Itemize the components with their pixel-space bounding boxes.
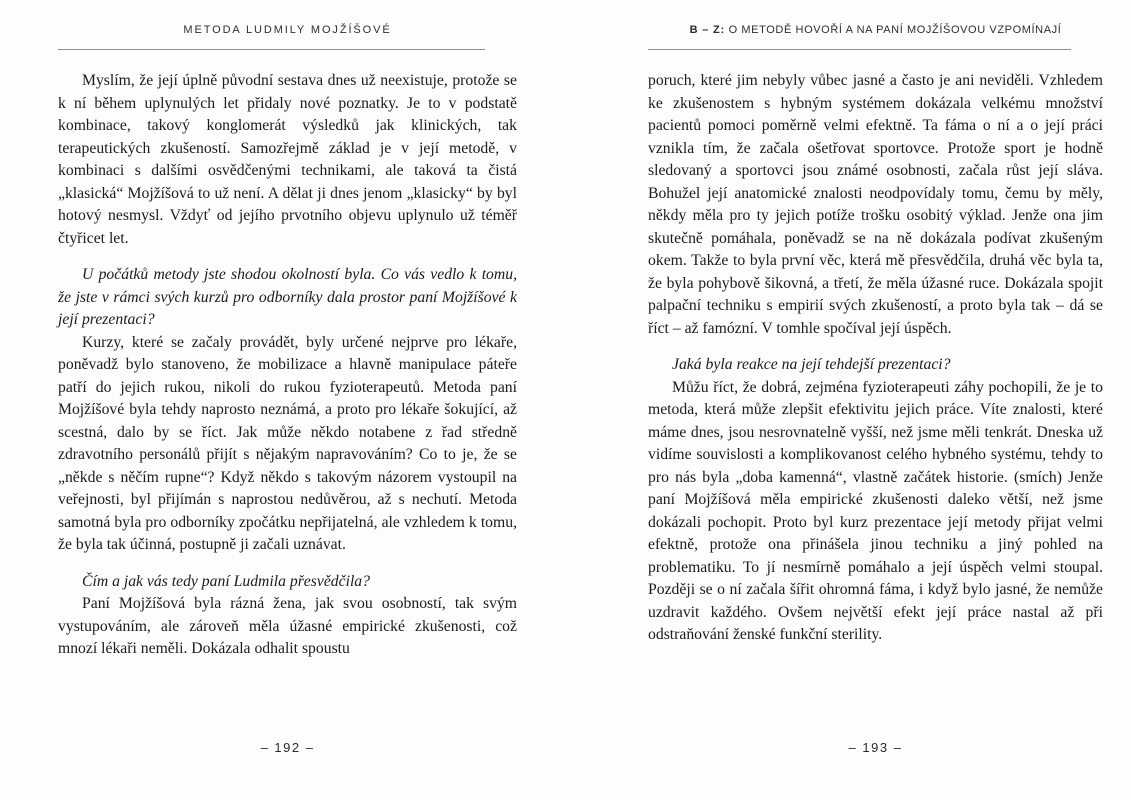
header-rule-right bbox=[648, 49, 1071, 50]
interview-answer: Paní Mojžíšová byla rázná žena, jak svou osobností, tak svým vystupováním, ale zároveň měla úžasné empirické zkušenosti, což mnozí lékaři neměli. Dokázala odhalit spoustu bbox=[58, 595, 517, 657]
interview-question: Čím a jak vás tedy paní Ludmila přesvědčila? bbox=[82, 572, 370, 590]
page-body-right bbox=[648, 70, 1103, 647]
header-rule-left bbox=[58, 49, 485, 50]
running-header-chapter-range: B – Z: bbox=[689, 24, 725, 36]
interview-answer: Myslím, že její úplně původní sestava dnes už neexistuje, protože se k ní během uplynulých let přidaly nové poznatky. Je to v podstatě kombinace, takový konglomerát výsledků jak klinických, tak terapeutických zkušeností. Samozřejmě základ je v její metodě, v kombinaci s dalšími osvědčenými technikami, ale taková ta čistá „klasická“ Mojžíšová to už není. A dělat ji dnes jenom „klasicky“ by byl hotový nesmysl. Vždyť od jejího prvotního objevu uplynulo už téměř čtyřicet let. bbox=[58, 72, 517, 247]
running-header-left: METODA LUDMILY MOJŽÍŠOVÉ bbox=[183, 24, 392, 36]
interview-question: Jaká byla reakce na její tehdejší prezentaci? bbox=[672, 356, 951, 373]
interview-answer: Kurzy, které se začaly provádět, byly určené nejprve pro lékaře, poněvadž bylo stanoveno, že mobilizace a hlavně manipulace páteře patří do jejich rukou, nikoli do rukou fyzioterapeutů. Metoda paní Mojžíšové byla tehdy naprosto neznámá, a proto pro lékaře šokující, až scestná, dalo by se říct. Jak může někdo notabene z řad středně zdravotního personálů přijít s nějakým napravováním? Co to je, že se „někde s něčím rupne“? Když někdo s takovým názorem vystoupil na veřejnosti, byl přijímán s naprostou nedůvěrou, až s nechutí. Metoda samotná byla pro odborníky zpočátku nepřijatelná, ale vzhledem k tomu, že byla tak účinná, postupně ji začali uznávat. bbox=[58, 333, 517, 553]
page-body-left bbox=[58, 70, 517, 661]
page-right bbox=[648, 0, 1103, 800]
interview-answer: Můžu říct, že dobrá, zejména fyzioterapeuti záhy pochopili, že je to metoda, která může zlepšit efektivitu jejich práce. Víte znalosti, které máme dnes, jsou nesrovnatelně vyšší, než jsme měli tenkrát. Dneska už vidíme souvislosti a komplikovanost celého hybného systému, tehdy to pro nás byla „doba kamenná“, vlastně začátek historie. (smích) Jenže paní Mojžíšová měla empirické zkušenosti daleko větší, než jsme dokázali pochopit. Proto byl kurz prezentace její metody přijat velmi efektně, protože ona přinášela jinou techniku a jiný pohled na problematiku. To jí nesmírně pomáhalo a její úspěch velmi stoupal. Později se o ní začala šířit ohromná fáma, i když bylo jasné, že nemůže uzdravit každého. Ovšem největší efekt její práce nastal až při odstraňování ženské funkční sterility. bbox=[648, 378, 1103, 643]
running-header-right bbox=[648, 24, 1103, 36]
page-number-right: – 193 – bbox=[848, 740, 903, 755]
page-left bbox=[58, 0, 517, 800]
interview-answer: poruch, které jim nebyly vůbec jasné a často je ani neviděli. Vzhledem ke zkušenostem s hybným systémem dokázala velkému množství pacientů pomoci poměrně velmi efektně. Ta fáma o ní a o její práci vznikla tím, že začala ošetřovat sportovce. Protože sport je hodně sledovaný a sportovci jsou známé osobnosti, začala růst její sláva. Bohužel její anatomické znalosti neodpovídaly tomu, čemu by měly, někdy měla pro ty jejich potíže trošku osobitý výklad. Jenže ona jim skutečně pomáhala, poněvadž se na ně dokázala podívat zkušeným okem. Takže to byla první věc, která mě přesvědčila, druhá věc byla ta, že byla pohybově šikovná, a třetí, že měla úžasné ruce. Dokázala spojit palpační techniku s empirií svých zkušeností, a proto byla tak – dá se říct – až famózní. V tomhle spočíval její úspěch. bbox=[648, 72, 1103, 337]
interview-question: U počátků metody jste shodou okolností byla. Co vás vedlo k tomu, že jste v rámci svých kurzů pro odborníky dala prostor paní Mojžíšové k její prezentaci? bbox=[58, 266, 517, 328]
running-header-chapter-title: O METODĚ HOVOŘÍ A NA PANÍ MOJŽÍŠOVOU VZPOMÍNAJÍ bbox=[724, 24, 1062, 36]
page-number-left: – 192 – bbox=[260, 740, 315, 755]
